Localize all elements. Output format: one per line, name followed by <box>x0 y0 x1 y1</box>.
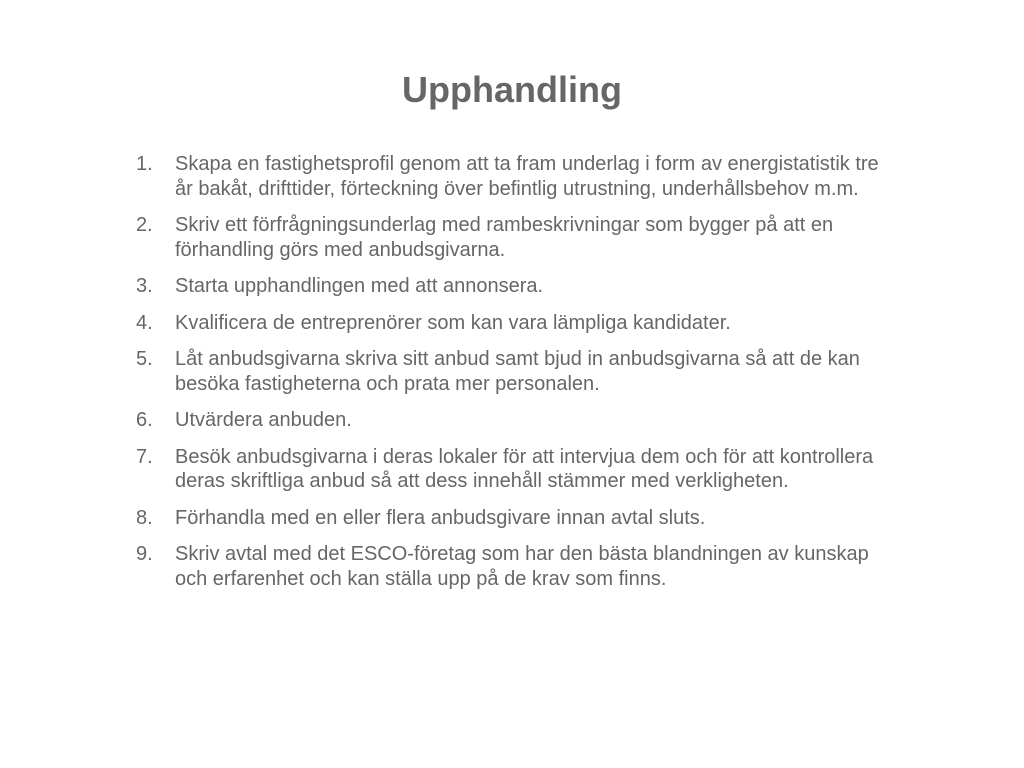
step-number: 4. <box>136 311 153 334</box>
step-number: 3. <box>136 275 153 297</box>
step-text: Kvalificera de entreprenörer som kan vara lämpliga kandidater. <box>175 311 731 334</box>
list-item <box>136 152 896 201</box>
step-text: Skriv ett förfrågningsunderlag med rambeskrivningar som bygger på att en förhandling görs med anbudsgivarna. <box>175 214 834 261</box>
step-text: Utvärdera anbuden. <box>175 409 352 431</box>
step-text: Besök anbudsgivarna i deras lokaler för att intervjua dem och för att kontrollera deras skriftliga anbud så att dess innehåll stämmer med verkligheten. <box>175 445 874 492</box>
step-text: Förhandla med en eller flera anbudsgivare innan avtal sluts. <box>175 506 706 529</box>
list-item <box>136 408 896 433</box>
step-number: 9. <box>136 543 153 565</box>
list-item <box>136 347 896 396</box>
step-text: Låt anbudsgivarna skriva sitt anbud samt bjud in anbudsgivarna så att de kan besöka fastigheterna och prata mer personalen. <box>175 348 860 395</box>
step-number: 8. <box>136 506 153 529</box>
step-text: Starta upphandlingen med att annonsera. <box>175 275 544 297</box>
step-text: Skriv avtal med det ESCO-företag som har den bästa blandningen av kunskap och erfarenhet och kan ställa upp på de krav som finns. <box>175 543 869 590</box>
step-number: 2. <box>136 214 153 236</box>
list-item <box>136 274 896 299</box>
step-number: 5. <box>136 348 153 370</box>
step-number: 1. <box>136 153 153 175</box>
step-number: 7. <box>136 445 153 468</box>
list-item <box>136 311 896 336</box>
step-number: 6. <box>136 409 153 431</box>
list-item <box>136 542 896 591</box>
slide-title: Upphandling <box>402 69 622 110</box>
steps-list <box>136 152 896 603</box>
list-item <box>136 213 896 262</box>
list-item <box>136 445 896 494</box>
step-text: Skapa en fastighetsprofil genom att ta fram underlag i form av energistatistik tre år bakåt, drifttider, förteckning över befintlig utrustning, underhållsbehov m.m. <box>175 153 879 200</box>
list-item <box>136 506 896 531</box>
